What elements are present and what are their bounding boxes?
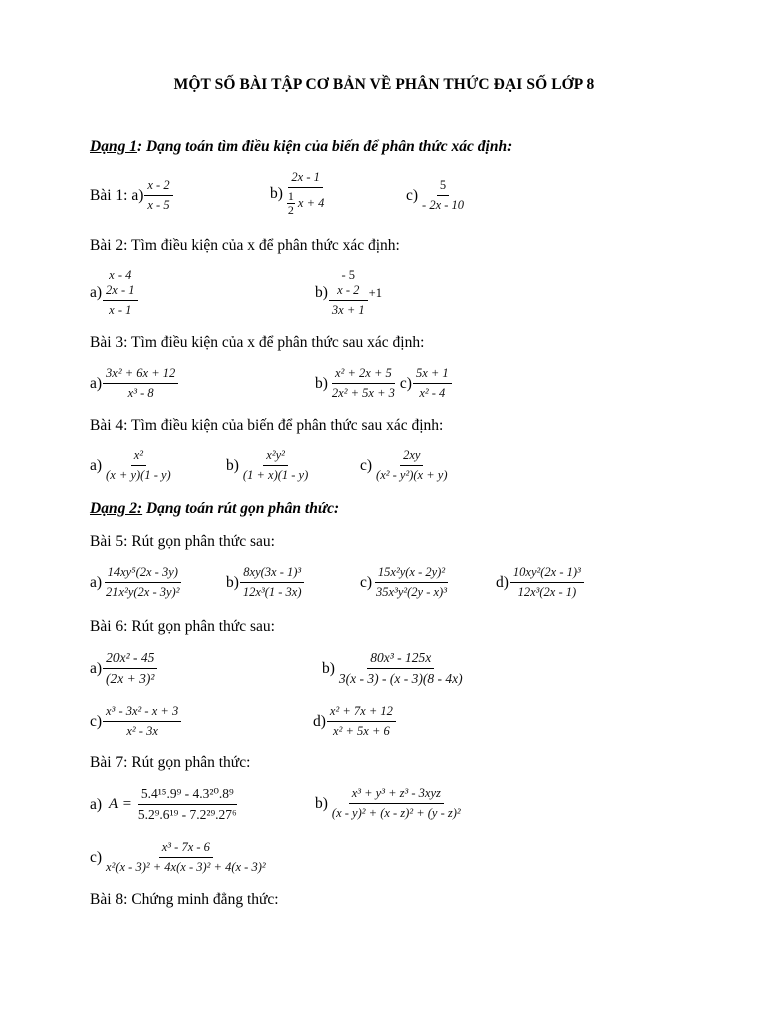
numerator: 10xy²(2x - 1)³ bbox=[510, 565, 584, 583]
item-label: b) bbox=[226, 456, 239, 474]
fraction bbox=[103, 268, 137, 318]
section-label: Dạng 1 bbox=[90, 138, 137, 155]
plus-term: +1 bbox=[368, 285, 382, 300]
numerator: x²y² bbox=[263, 448, 288, 466]
denominator: (x + y)(1 - y) bbox=[106, 468, 171, 482]
item-label: b) bbox=[226, 573, 239, 591]
exercise-8-heading: Bài 8: Chứng minh đẳng thức: bbox=[90, 891, 279, 908]
exercise-4-b bbox=[226, 448, 311, 483]
numerator: x - 2 bbox=[144, 178, 172, 196]
denominator: 5.2⁹.6¹⁹ - 7.2²⁹.27⁶ bbox=[137, 807, 237, 822]
denominator: 21x²y(2x - 3y)² bbox=[106, 585, 180, 599]
numerator: x² + 2x + 5 bbox=[332, 366, 395, 384]
item-label: a) bbox=[90, 456, 103, 474]
section-label: Dạng 2: bbox=[90, 500, 143, 517]
fraction bbox=[103, 565, 182, 600]
numerator: 20x² - 45 bbox=[103, 650, 157, 669]
fraction bbox=[336, 650, 466, 687]
fraction bbox=[329, 268, 368, 318]
exercise-2-heading: Bài 2: Tìm điều kiện của x để phân thức xác định: bbox=[90, 237, 400, 254]
item-label: d) bbox=[313, 712, 326, 730]
exercise-5-c bbox=[360, 565, 450, 600]
denominator: 12x³(2x - 1) bbox=[517, 585, 577, 599]
fraction bbox=[510, 565, 584, 600]
numerator: x² + 7x + 12 bbox=[327, 704, 396, 722]
numerator: 80x³ - 125x bbox=[367, 650, 434, 669]
exercise-6-b bbox=[322, 650, 466, 687]
denominator: x² + 5x + 6 bbox=[333, 724, 390, 738]
fraction bbox=[103, 840, 269, 875]
item-label: a) bbox=[90, 284, 103, 301]
item-label: c) bbox=[360, 456, 373, 474]
exercise-2-b bbox=[315, 268, 382, 318]
fraction bbox=[144, 178, 172, 213]
exercise-5-d bbox=[496, 565, 584, 600]
denominator: x³ - 8 bbox=[127, 386, 154, 400]
denominator: - 2x - 10 bbox=[422, 198, 465, 212]
denominator: x²(x - 3)² + 4x(x - 3)² + 4(x - 3)² bbox=[106, 860, 266, 874]
exercise-6-a bbox=[90, 650, 157, 687]
denominator: (x - y)² + (x - z)² + (y - z)² bbox=[331, 806, 461, 820]
numerator: 8xy(3x - 1)³ bbox=[240, 565, 304, 583]
numerator: 14xy⁵(2x - 3y) bbox=[105, 565, 181, 583]
exercise-2-a bbox=[90, 268, 138, 318]
fraction bbox=[240, 565, 305, 600]
fraction bbox=[135, 786, 240, 823]
numerator: x - 4 bbox=[109, 268, 132, 282]
denominator bbox=[284, 188, 327, 217]
numerator: 2x - 1 bbox=[288, 170, 322, 188]
exercise-5-a bbox=[90, 565, 182, 600]
exercise-4-heading: Bài 4: Tìm điều kiện của biến để phân thức sau xác định: bbox=[90, 417, 444, 434]
item-label: a) bbox=[90, 795, 103, 813]
item-label: c) bbox=[90, 848, 103, 866]
exercise-7-a bbox=[90, 786, 240, 823]
denominator: (1 + x)(1 - y) bbox=[242, 468, 309, 482]
numerator: x³ + y³ + z³ - 3xyz bbox=[349, 786, 444, 804]
item-label: c) bbox=[90, 712, 103, 730]
numerator: 5 bbox=[437, 178, 449, 196]
nested-fraction bbox=[287, 190, 295, 217]
numerator: - 5 bbox=[341, 268, 356, 282]
section-text: Dạng toán rút gọn phân thức: bbox=[142, 500, 340, 517]
fraction bbox=[103, 366, 178, 401]
item-label: a) bbox=[90, 659, 103, 677]
item-label: b) bbox=[322, 659, 335, 677]
fraction bbox=[103, 650, 157, 687]
denominator: 3x + 1 bbox=[329, 300, 368, 318]
item-label: b) bbox=[315, 374, 328, 392]
denominator: x² - 3x bbox=[126, 724, 158, 738]
section-heading-dang-1 bbox=[90, 138, 512, 156]
numerator: 5.4¹⁵.9⁹ - 4.3²⁰.8⁹ bbox=[138, 786, 237, 805]
fraction bbox=[240, 448, 311, 483]
item-label: b) bbox=[315, 794, 328, 812]
page-title: MỘT SỐ BÀI TẬP CƠ BẢN VỀ PHÂN THỨC ĐẠI SỐ LỚP 8 bbox=[173, 76, 595, 93]
denominator: x - 5 bbox=[147, 198, 170, 212]
fraction bbox=[373, 565, 450, 600]
item-label: c) bbox=[360, 573, 373, 591]
nested-denominator: 2 bbox=[287, 203, 294, 217]
item-label: c) bbox=[399, 374, 412, 392]
denominator: 2x² + 5x + 3 bbox=[331, 386, 395, 400]
exercise-5-b bbox=[226, 565, 305, 600]
variable-label: A = bbox=[109, 796, 132, 812]
numerator: x³ - 7x - 6 bbox=[159, 840, 213, 858]
fraction bbox=[103, 704, 181, 739]
exercise-1-b bbox=[270, 170, 327, 217]
denominator: x - 1 bbox=[109, 303, 132, 317]
denominator: 3(x - 3) - (x - 3)(8 - 4x) bbox=[338, 671, 463, 686]
exercise-5-heading: Bài 5: Rút gọn phân thức sau: bbox=[90, 533, 275, 550]
denominator: x² - 4 bbox=[419, 386, 446, 400]
exercise-heading: Bài 1: a) bbox=[90, 186, 144, 204]
numerator: x³ - 3x² - x + 3 bbox=[103, 704, 181, 722]
numerator: x² bbox=[131, 448, 146, 466]
exercise-3-a bbox=[90, 366, 178, 401]
denominator: (x² - y²)(x + y) bbox=[376, 468, 448, 482]
denominator: (2x + 3)² bbox=[106, 671, 155, 686]
exercise-6-heading: Bài 6: Rút gọn phân thức sau: bbox=[90, 618, 275, 635]
section-heading-dang-2 bbox=[90, 500, 339, 518]
denominator: 35x³y²(2y - x)³ bbox=[376, 585, 447, 599]
fraction bbox=[419, 178, 467, 213]
item-label: b) bbox=[270, 184, 283, 202]
fraction bbox=[329, 366, 398, 401]
fraction bbox=[103, 448, 174, 483]
exercise-3-heading: Bài 3: Tìm điều kiện của x để phân thức sau xác định: bbox=[90, 334, 425, 351]
denominator: 12x³(1 - 3x) bbox=[242, 585, 302, 599]
numerator: 3x² + 6x + 12 bbox=[103, 366, 178, 384]
numerator-over: 2x - 1 bbox=[103, 283, 137, 301]
fraction bbox=[284, 170, 327, 217]
exercise-6-c bbox=[90, 704, 181, 739]
item-label: b) bbox=[315, 284, 328, 301]
exercise-7-b bbox=[315, 786, 464, 821]
item-label: a) bbox=[90, 573, 103, 591]
fraction bbox=[327, 704, 396, 739]
exercise-4-c bbox=[360, 448, 450, 483]
item-label: d) bbox=[496, 573, 509, 591]
numerator: 5x + 1 bbox=[413, 366, 452, 384]
section-text: : Dạng toán tìm điều kiện của biến để phân thức xác định: bbox=[136, 138, 513, 155]
exercise-6-d bbox=[313, 704, 396, 739]
fraction bbox=[373, 448, 450, 483]
fraction bbox=[329, 786, 464, 821]
nested-denominator: x - 2 bbox=[334, 283, 362, 301]
exercise-1-a bbox=[90, 178, 173, 213]
numerator: 15x²y(x - 2y)² bbox=[375, 565, 448, 583]
item-label: a) bbox=[90, 374, 103, 392]
nested-numerator: 1 bbox=[287, 189, 294, 203]
exercise-4-a bbox=[90, 448, 174, 483]
exercise-7-c bbox=[90, 840, 269, 875]
numerator: 2xy bbox=[400, 448, 423, 466]
item-label: c) bbox=[406, 186, 419, 204]
denominator-rest: x + 4 bbox=[297, 196, 325, 210]
exercise-7-heading: Bài 7: Rút gọn phân thức: bbox=[90, 754, 251, 771]
exercise-1-c bbox=[406, 178, 467, 213]
exercise-3-b bbox=[315, 366, 452, 401]
fraction bbox=[413, 366, 452, 401]
